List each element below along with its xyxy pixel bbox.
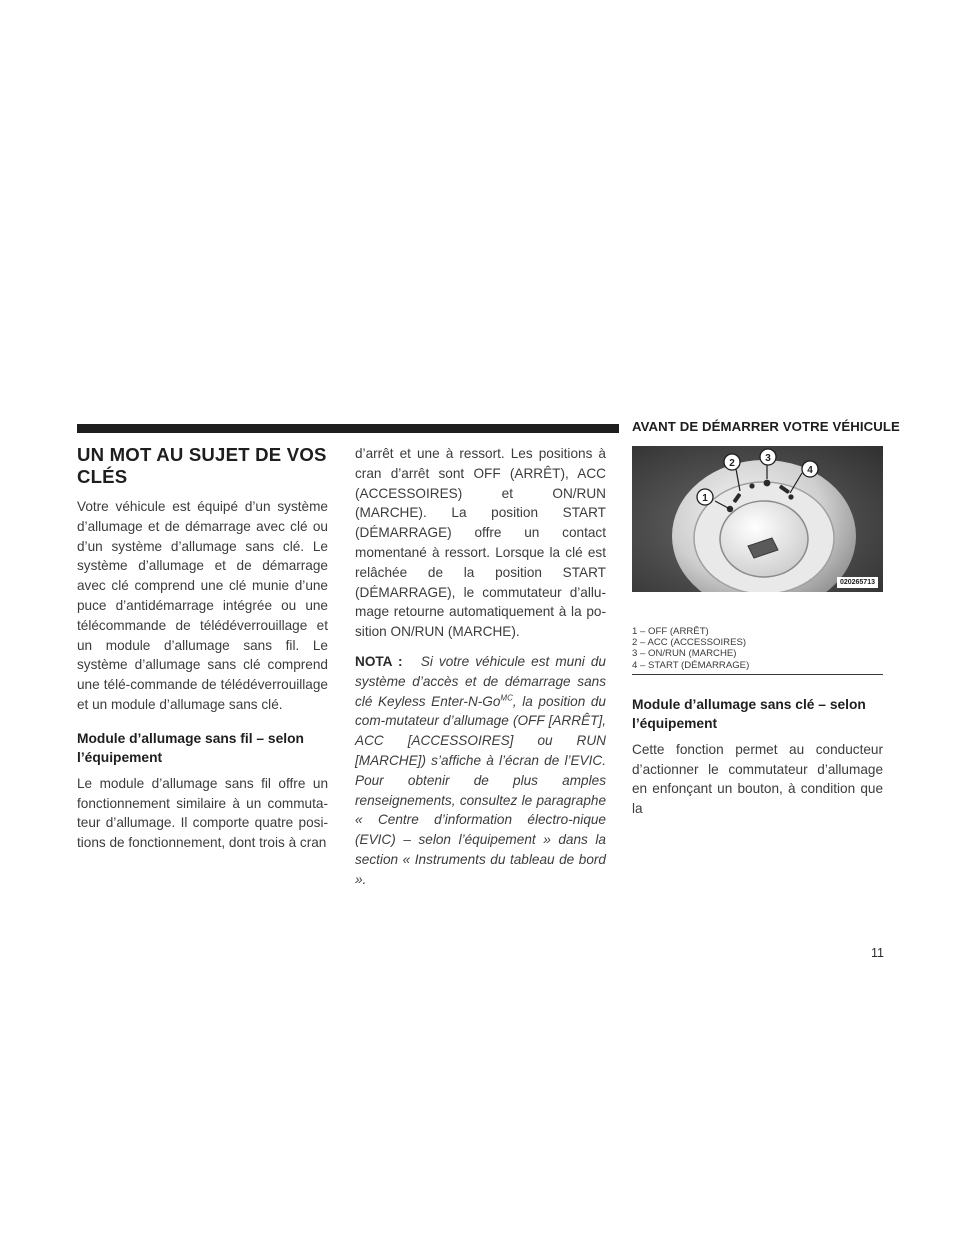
nota-text-end: , la position du com-mutateur d’allumage (OFF [ARRÊT], ACC [ACCESSOIRES] ou RUN [MARCHE]) s’affiche à l’écran de l’EVIC. Pour obtenir de plus amples renseignements, consultez le paragraphe « Centre d’information électro-nique (EVIC) – selon l’équipement » dans la section « Instruments du tableau de bord ».	[355, 693, 606, 887]
column-2	[355, 444, 606, 900]
svg-text:4: 4	[807, 465, 813, 476]
wireless-ignition-heading: Module d’allumage sans fil – selon l’équipement	[77, 730, 304, 765]
nota-paragraph	[355, 652, 606, 890]
nota-superscript: MC	[500, 693, 513, 703]
page-number: 11	[871, 946, 884, 960]
svg-text:2: 2	[729, 458, 735, 469]
callout-4	[802, 461, 818, 477]
marker-run-dot	[764, 480, 771, 487]
ignition-node-illustration	[632, 446, 883, 592]
callout-1	[697, 489, 713, 505]
column-3	[632, 446, 883, 829]
key-slot-face	[720, 501, 808, 577]
column-1	[77, 444, 328, 853]
callout-2	[724, 454, 740, 470]
legend-item-start: 4 – START (DÉMARRAGE)	[632, 659, 750, 671]
legend-item-acc: 2 – ACC (ACCESSOIRES)	[632, 637, 747, 649]
legend-item-run: 3 – ON/RUN (MARCHE)	[632, 648, 737, 660]
nota-label: NOTA :	[355, 653, 403, 669]
header-rule	[77, 424, 619, 433]
legend-rule	[632, 674, 883, 675]
wireless-ignition-paragraph: Le module d’allumage sans fil offre un fonctionnement similaire à un commuta-teur d’allumage. Il comporte quatre posi-tions de fonctionnement, dont trois à cran	[77, 775, 328, 851]
section-title: AVANT DE DÉMARRER VOTRE VÉHICULE	[632, 419, 900, 434]
figure-code: 020265713	[837, 577, 878, 588]
callout-3	[760, 449, 776, 465]
keyless-ignition-paragraph: Cette fonction permet au conducteur d’actionner le commutateur d’allumage en enfonçant un bouton, à condition que la	[632, 741, 883, 817]
intro-paragraph: Votre véhicule est équipé d’un système d’allumage et de démarrage avec clé ou d’un système d’allumage sans clé. Le système d’allumage et de démarrage avec clé comprend une clé munie d’une puce d’antidémarrage intégrée ou une télécommande de télédéverrouillage et un module d’allumage sans fil. Le système d’allumage sans clé comprend une télé-commande de télédéverrouillage et un module d’allumage sans clé.	[77, 499, 328, 712]
ignition-figure	[632, 446, 883, 592]
keyless-ignition-heading: Module d’allumage sans clé – selon l’équipement	[632, 696, 866, 731]
positions-paragraph: d’arrêt et une à ressort. Les positions à cran d’arrêt sont OFF (ARRÊT), ACC (ACCESSOIRES) et ON/RUN (MARCHE). La position START (DÉMARRAGE) offre un contact momentané à ressort. Lorsque la clé est relâchée de la position START (DÉMARRAGE), le commutateur d’allu-mage retourne automatiquement à la po-sition ON/RUN (MARCHE).	[355, 446, 606, 640]
legend-item-off: 1 – OFF (ARRÊT)	[632, 626, 709, 637]
figure-legend	[632, 626, 883, 671]
svg-text:3: 3	[765, 453, 771, 464]
main-heading: UN MOT AU SUJET DE VOS CLÉS	[77, 444, 327, 487]
nota-text-start: Si votre véhicule est muni du système d’accès et de démarrage sans clé Keyless Enter-N-Go	[355, 653, 606, 709]
svg-text:1: 1	[702, 493, 708, 504]
